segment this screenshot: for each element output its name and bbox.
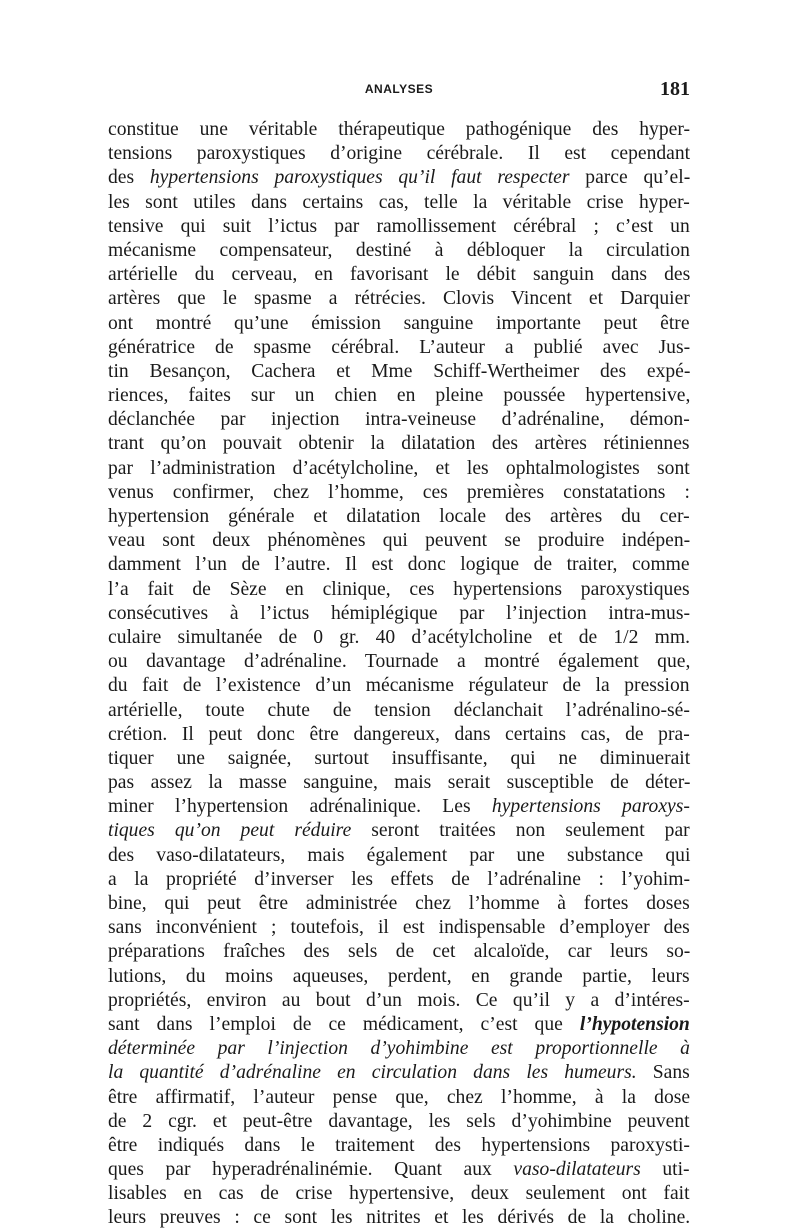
text-line xyxy=(108,965,690,989)
text-line xyxy=(108,166,690,190)
emphasized-text: déterminée par l’injection d’yohimbine est proportionnelle à xyxy=(108,1038,690,1060)
text-segment: sans inconvénient ; toutefois, il est indispensable d’employer des xyxy=(108,917,690,939)
text-segment: veau sont deux phénomènes qui peuvent se produire indépen- xyxy=(108,530,691,552)
text-segment: tensions paroxystiques d’origine cérébrale. Il est cependant xyxy=(108,143,691,165)
text-segment: du fait de l’existence d’un mécanisme régulateur de la pression xyxy=(108,675,690,697)
text-segment: parce qu’el- xyxy=(569,167,691,189)
text-line xyxy=(108,578,690,602)
text-line xyxy=(108,384,690,408)
text-line xyxy=(108,505,690,529)
text-line xyxy=(108,553,690,577)
text-segment: mécanisme compensateur, destiné à débloquer la circulation xyxy=(108,239,690,261)
text-line xyxy=(108,602,690,626)
text-line xyxy=(108,432,690,456)
text-line xyxy=(108,239,690,263)
text-line xyxy=(108,650,690,674)
text-segment: ques par hyperadrénalinémie. Quant aux xyxy=(108,1159,514,1181)
text-segment: l’a fait de Sèze en clinique, ces hypertensions paroxystiques xyxy=(108,578,690,600)
text-segment: par l’administration d’acétylcholine, et les ophtalmologistes sont xyxy=(108,457,690,479)
text-segment: a la propriété d’inverser les effets de l’adrénaline : l’yohim- xyxy=(108,868,691,890)
text-segment: tin Besançon, Cachera et Mme Schiff-Wertheimer des expé- xyxy=(108,360,691,382)
text-line xyxy=(108,674,690,698)
text-line xyxy=(108,1158,690,1182)
text-line xyxy=(108,312,690,336)
text-segment: lisables en cas de crise hypertensive, deux seulement ont fait xyxy=(108,1183,690,1205)
text-line xyxy=(108,457,690,481)
text-segment: déclanchée par injection intra-veineuse d’adrénaline, démon- xyxy=(108,409,690,431)
text-line xyxy=(108,336,690,360)
text-segment: uti- xyxy=(640,1159,690,1181)
text-segment: venus confirmer, chez l’homme, ces premières constatations : xyxy=(108,481,690,503)
text-line xyxy=(108,1182,690,1206)
emphasized-text: la quantité d’adrénaline en circulation dans les humeurs. xyxy=(108,1062,637,1084)
text-line xyxy=(108,819,690,843)
text-line xyxy=(108,118,690,142)
text-line xyxy=(108,481,690,505)
text-line xyxy=(108,360,690,384)
text-segment: tiquer une saignée, surtout insuffisante, qui ne diminuerait xyxy=(108,747,691,769)
emphasized-text: vaso-dilatateurs xyxy=(513,1159,641,1181)
body-paragraph xyxy=(108,118,690,1231)
text-line xyxy=(108,1110,690,1134)
emphasized-text: hypertensions paroxystiques qu’il faut respecter xyxy=(149,167,570,189)
text-segment: ont montré qu’une émission sanguine importante peut être xyxy=(108,312,690,334)
text-line xyxy=(108,191,690,215)
emphasized-text: l’hypotension xyxy=(579,1013,690,1035)
text-line xyxy=(108,699,690,723)
text-segment: préparations fraîches des sels de cet alcaloïde, car leurs so- xyxy=(108,941,691,963)
text-segment: crétion. Il peut donc être dangereux, dans certains cas, de pra- xyxy=(108,723,690,745)
text-segment: être affirmatif, l’auteur pense que, chez l’homme, à la dose xyxy=(108,1086,691,1108)
emphasized-text: tiques qu’on peut réduire xyxy=(108,820,352,842)
text-segment: hypertension générale et dilatation locale des artères du cer- xyxy=(108,506,690,527)
text-segment: les sont utiles dans certains cas, telle la véritable crise hyper- xyxy=(108,191,690,213)
text-line xyxy=(108,215,690,239)
text-line xyxy=(108,940,690,964)
text-line xyxy=(108,408,690,432)
text-line xyxy=(108,529,690,553)
running-head xyxy=(108,78,690,102)
text-line xyxy=(108,142,690,166)
text-segment: lutions, du moins aqueuses, perdent, en grande partie, leurs xyxy=(108,965,690,987)
text-segment: propriétés, environ au bout d’un mois. Ce qu’il y a d’intéres- xyxy=(108,989,690,1011)
text-segment: ou davantage d’adrénaline. Tournade a montré également que, xyxy=(108,651,691,673)
text-line xyxy=(108,626,690,650)
text-segment: riences, faites sur un chien en pleine poussée hypertensive, xyxy=(108,385,691,407)
text-segment: seront traitées non seulement par xyxy=(351,820,690,842)
text-segment: génératrice de spasme cérébral. L’auteur a publié avec Jus- xyxy=(108,336,691,358)
text-line xyxy=(108,287,690,311)
text-segment: damment l’un de l’autre. Il est donc logique de traiter, comme xyxy=(108,554,690,576)
text-line xyxy=(108,844,690,868)
text-segment: culaire simultanée de 0 gr. 40 d’acétylcholine et de 1/2 mm. xyxy=(108,626,691,648)
text-segment: sant dans l’emploi de ce médicament, c’est que xyxy=(108,1013,580,1035)
text-line xyxy=(108,868,690,892)
text-line xyxy=(108,723,690,747)
text-line xyxy=(108,263,690,287)
emphasized-text: hypertensions paroxys- xyxy=(491,796,690,818)
text-line xyxy=(108,771,690,795)
text-segment: artères que le spasme a rétrécies. Clovis Vincent et Darquier xyxy=(108,288,690,310)
text-segment: consécutives à l’ictus hémiplégique par l’injection intra-mus- xyxy=(108,602,690,624)
text-segment: pas assez la masse sanguine, mais serait susceptible de déter- xyxy=(108,772,691,794)
text-segment: artérielle du cerveau, en favorisant le débit sanguin dans des xyxy=(108,264,691,286)
text-segment: trant qu’on pouvait obtenir la dilatation des artères rétiniennes xyxy=(108,433,690,455)
text-segment: miner l’hypertension adrénalinique. Les xyxy=(108,796,492,818)
text-line xyxy=(108,1061,690,1085)
text-segment: tensive qui suit l’ictus par ramollissement cérébral ; c’est un xyxy=(108,215,690,237)
text-segment: Sans xyxy=(636,1062,690,1084)
text-line xyxy=(108,1086,690,1110)
text-line xyxy=(108,1134,690,1158)
text-segment: leurs preuves : ce sont les nitrites et les dérivés de la choline. xyxy=(108,1207,691,1229)
text-segment: de 2 cgr. et peut-être davantage, les sels d’yohimbine peuvent xyxy=(108,1110,690,1132)
running-title: ANALYSES xyxy=(364,82,434,96)
text-line xyxy=(108,892,690,916)
text-line xyxy=(108,747,690,771)
page-number: 181 xyxy=(660,78,690,100)
text-segment: constitue une véritable thérapeutique pathogénique des hyper- xyxy=(108,119,691,140)
text-segment: artérielle, toute chute de tension déclanchait l’adrénalino-sé- xyxy=(108,699,690,721)
text-line xyxy=(108,916,690,940)
text-segment: être indiqués dans le traitement des hypertensions paroxysti- xyxy=(108,1134,690,1156)
text-segment: des xyxy=(108,167,150,189)
text-line xyxy=(108,1013,690,1037)
text-segment: des vaso-dilatateurs, mais également par une substance qui xyxy=(108,844,691,866)
text-segment: bine, qui peut être administrée chez l’homme à fortes doses xyxy=(108,893,690,914)
text-line xyxy=(108,1037,690,1061)
text-line xyxy=(108,989,690,1013)
text-line xyxy=(108,795,690,819)
